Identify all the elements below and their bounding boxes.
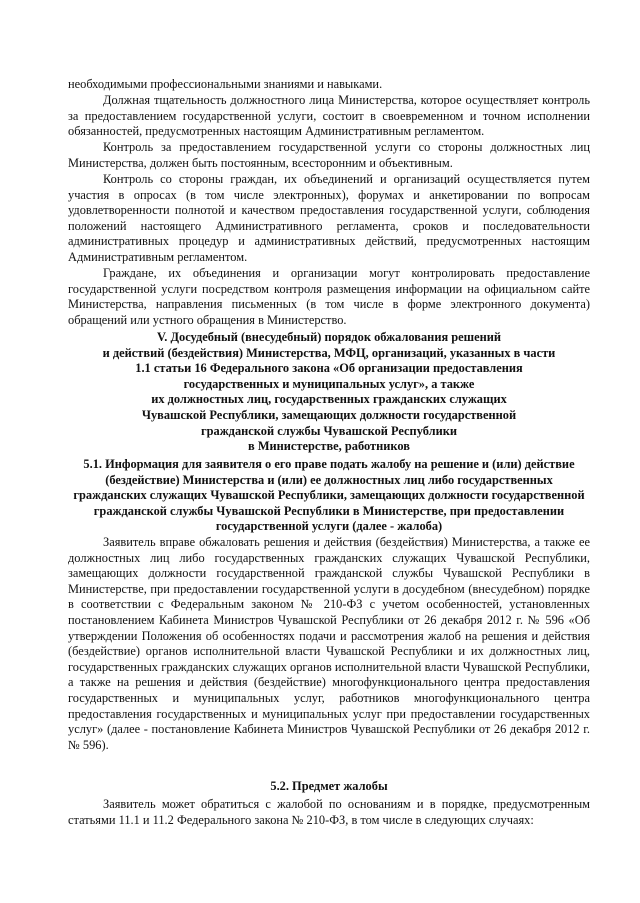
section-heading-line: государственных и муниципальных услуг», а также bbox=[183, 376, 475, 391]
paragraph-official-control: Контроль за предоставлением государственной услуги со стороны должностных лиц Министерства, должен быть постоянным, всесторонним и объективным. bbox=[68, 140, 590, 170]
subsection-5-1-title: 5.1. Информация для заявителя о его праве подать жалобу на решение и (или) действие (бездействие) Министерства и (или) ее должностных лиц либо государственных гражданских служащих Чувашской Республики, замещающих должности государственной гражданской службы Чувашской Республики в Министерстве, при предоставлении государственной услуги (далее - жалоба) bbox=[73, 457, 585, 534]
section-heading-line: V. Досудебный (внесудебный) порядок обжалования решений bbox=[156, 330, 502, 344]
subsection-5-1-body: Заявитель вправе обжаловать решения и действия (бездействия) Министерства, а также ее должностных лиц либо государственных гражданских служащих Чувашской Республики, замещающих должности государственной гражданской службы Чувашской Республики в Министерстве, при предоставлении государственной услуги в досудебном (внесудебном) порядке в соответствии с Федеральным законом № 210-ФЗ с учетом особенностей, установленных постановлением Кабинета Министров Чувашской Республики от 26 декабря 2012 г. № 596 «Об утверждении Положения об особенностях подачи и рассмотрения жалоб на решения и действия (бездействие) органов исполнительной власти Чувашской Республики и их должностных лиц, государственных гражданских служащих органов исполнительной власти Чувашской Республики, а также на решения и действия (бездействие) многофункционального центра предоставления государственных и муниципальных услуг, работников многофункционального центра предоставления государственных и муниципальных услуг при предоставлении государственных услуг» (далее - постановление Кабинета Министров Чувашской Республики от 26 декабря 2012 г. № 596). bbox=[68, 535, 590, 752]
paragraph-citizen-control: Контроль со стороны граждан, их объединений и организаций осуществляется путем участия в опросах (в том числе электронных), форумах и анкетировании по вопросам удовлетворенности полнотой и качеством предоставления государственной услуги, соблюдения положений настоящего Административного регламента, сроков и последовательности административных процедур и административных действий, предусмотренных настоящим Административным регламентом. bbox=[68, 172, 590, 264]
subsection-5-2-body: Заявитель может обратиться с жалобой по основаниям и в порядке, предусмотренным статьями 11.1 и 11.2 Федерального закона № 210-ФЗ, в том числе в следующих случаях: bbox=[68, 797, 590, 827]
section-heading-line: Чувашской Республики, замещающих должности государственной bbox=[141, 407, 517, 422]
section-heading-line: их должностных лиц, государственных гражданских служащих bbox=[151, 392, 507, 407]
subsection-5-2-title: 5.2. Предмет жалобы bbox=[270, 779, 388, 793]
paragraph-continuation: необходимыми профессиональными знаниями и навыками. bbox=[68, 77, 383, 91]
paragraph-citizen-monitoring: Граждане, их объединения и организации могут контролировать предоставление государственной услуги посредством контроля размещения информации на официальном сайте Министерства, направления письменных (в том числе в форме электронного документа) обращений или устного обращения в Министерство. bbox=[68, 266, 590, 327]
section-heading-line: 1.1 статьи 16 Федерального закона «Об организации предоставления bbox=[135, 361, 523, 376]
section-v-heading bbox=[68, 330, 590, 455]
section-heading-line: в Министерстве, работников bbox=[248, 439, 410, 454]
section-heading-line: и действий (бездействия) Министерства, МФЦ, организаций, указанных в части bbox=[102, 345, 556, 360]
paragraph-official-diligence: Должная тщательность должностного лица Министерства, которое осуществляет контроль за предоставлением государственной услуги, состоит в своевременном и точном исполнении обязанностей, предусмотренных настоящим Административным регламентом. bbox=[68, 93, 590, 139]
section-heading-line: гражданской службы Чувашской Республики bbox=[200, 423, 457, 438]
